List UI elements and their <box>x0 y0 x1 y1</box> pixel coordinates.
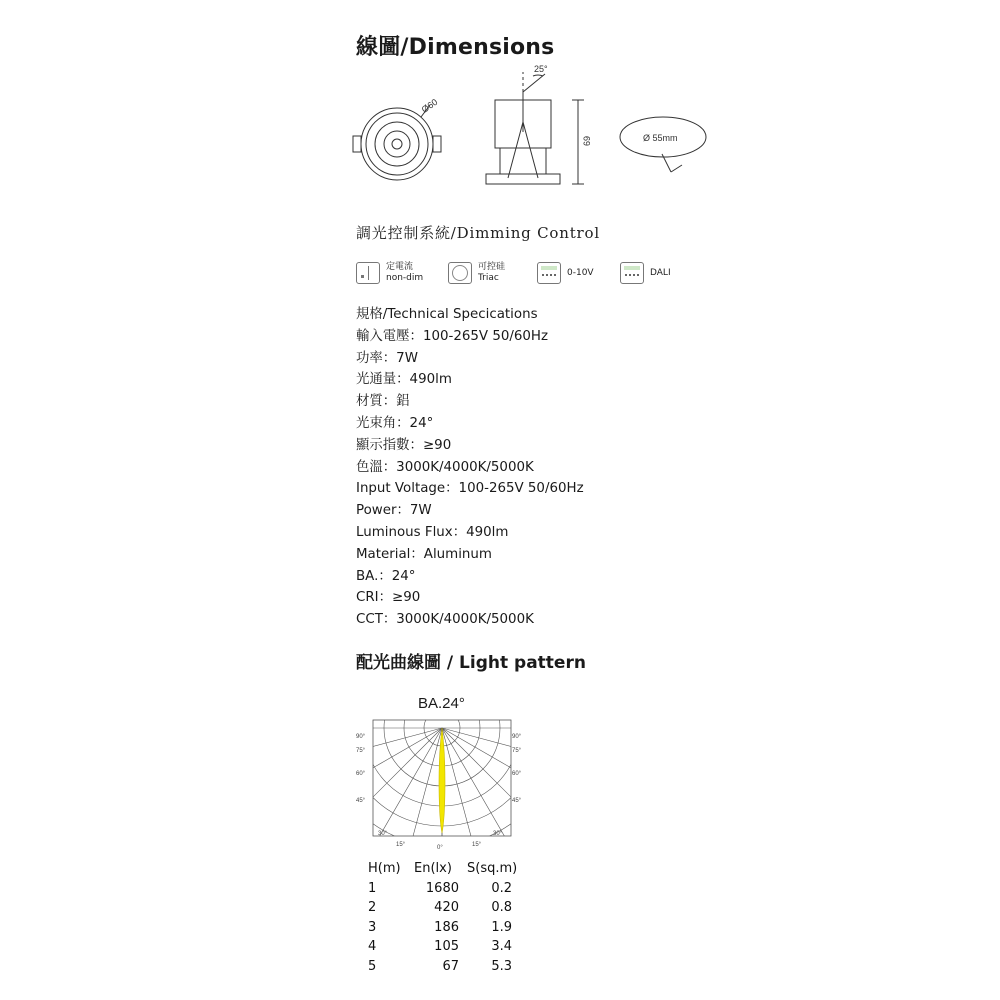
driver-box-icon <box>537 262 561 284</box>
table-header-height: H(m) <box>368 861 401 876</box>
switch-icon <box>356 262 380 284</box>
table-cell: 3.4 <box>491 939 512 954</box>
spec-line: 功率：7W <box>356 350 418 366</box>
dimming-option-triac <box>448 262 505 284</box>
table-cell: 1 <box>368 880 377 896</box>
angle-label: 90° <box>356 734 366 740</box>
spec-line: CCT：3000K/4000K/5000K <box>356 612 534 628</box>
spec-line: Power：7W <box>356 503 432 519</box>
dimensions-heading: 線圖/Dimensions <box>356 35 555 60</box>
table-row <box>368 957 512 977</box>
table-cell: 4 <box>368 939 377 954</box>
spec-line: 色溫：3000K/4000K/5000K <box>356 459 534 475</box>
table-cell: 5.3 <box>491 958 512 974</box>
option-label: DALI <box>650 268 671 278</box>
dimension-drawing <box>340 62 720 192</box>
angle-label: 60° <box>512 771 522 777</box>
table-cell: 186 <box>434 919 459 935</box>
angle-label: 75° <box>356 748 366 754</box>
tilt-angle-label: 25° <box>534 64 548 74</box>
angle-label: 15° <box>472 842 482 848</box>
spec-line: 顯示指數：≥90 <box>356 437 452 453</box>
dimming-option-dali <box>620 262 671 284</box>
spec-line: 輸入電壓：100-265V 50/60Hz <box>356 328 549 344</box>
polar-light-distribution-chart <box>352 718 532 858</box>
grid-spoke <box>406 728 442 858</box>
side-view-drawing <box>486 72 584 184</box>
dimmer-knob-icon <box>448 262 472 284</box>
angle-label: 30° <box>378 831 388 837</box>
table-header-lux: En(lx) <box>414 861 452 876</box>
angle-label: 45° <box>356 798 366 804</box>
angle-label: 45° <box>512 798 522 804</box>
angle-label: 90° <box>512 734 522 740</box>
angle-label-center: 0° <box>437 845 443 851</box>
driver-box-icon <box>620 262 644 284</box>
grid-spoke <box>352 728 442 764</box>
table-cell: 0.2 <box>491 880 512 896</box>
spec-line: 光束角：24° <box>356 415 434 431</box>
option-label-en: non-dim <box>386 273 424 283</box>
cutout-drawing <box>620 117 706 172</box>
spec-line: 材質：鋁 <box>356 394 410 410</box>
option-label: 0-10V <box>567 268 594 278</box>
table-cell: 67 <box>442 958 459 974</box>
table-row <box>368 898 512 918</box>
spec-line: Luminous Flux：490lm <box>356 524 509 540</box>
option-label-en: Triac <box>478 273 499 283</box>
table-row <box>368 879 512 899</box>
spec-line: Input Voltage：100-265V 50/60Hz <box>356 481 584 497</box>
illuminance-table <box>368 859 518 976</box>
table-row <box>368 918 512 938</box>
table-header-row <box>368 859 518 879</box>
angle-label: 15° <box>396 842 406 848</box>
front-view-drawing <box>353 105 441 180</box>
spec-line: BA.：24° <box>356 568 416 584</box>
chart-title: BA.24° <box>418 695 465 712</box>
option-label-zh: 定電流 <box>386 262 414 272</box>
table-cell: 105 <box>434 939 459 954</box>
table-cell: 0.8 <box>491 900 512 915</box>
cutout-label: Ø 55mm <box>643 133 678 143</box>
spec-line: 光通量：490lm <box>356 372 452 388</box>
table-cell: 2 <box>368 900 377 915</box>
table-cell: 5 <box>368 958 377 974</box>
dimming-control-heading: 調光控制系統/Dimming Control <box>356 224 600 242</box>
table-cell: 420 <box>434 900 459 915</box>
front-diameter-label: Ø60 <box>419 96 440 115</box>
table-cell: 1680 <box>425 880 459 896</box>
angle-label: 30° <box>493 831 503 837</box>
spec-line: Material：Aluminum <box>356 546 492 562</box>
grid-spoke <box>352 728 442 798</box>
table-cell: 3 <box>368 919 377 935</box>
dimming-option-0-10v <box>537 262 594 284</box>
angle-label: 75° <box>512 748 522 754</box>
grid-spoke <box>442 728 478 858</box>
dimming-option-non-dim <box>356 262 423 284</box>
height-label: 69 <box>582 135 592 146</box>
angle-label: 60° <box>356 771 366 777</box>
technical-specifications <box>356 304 584 631</box>
table-header-area: S(sq.m) <box>467 861 518 876</box>
spec-heading: 規格/Technical Specications <box>356 307 538 322</box>
table-row <box>368 937 512 957</box>
beam-shape <box>439 728 445 833</box>
spec-line: CRI：≥90 <box>356 590 421 606</box>
light-pattern-heading: 配光曲線圖 / Light pattern <box>356 653 586 673</box>
option-label-zh: 可控硅 <box>478 262 506 272</box>
table-cell: 1.9 <box>491 919 512 935</box>
